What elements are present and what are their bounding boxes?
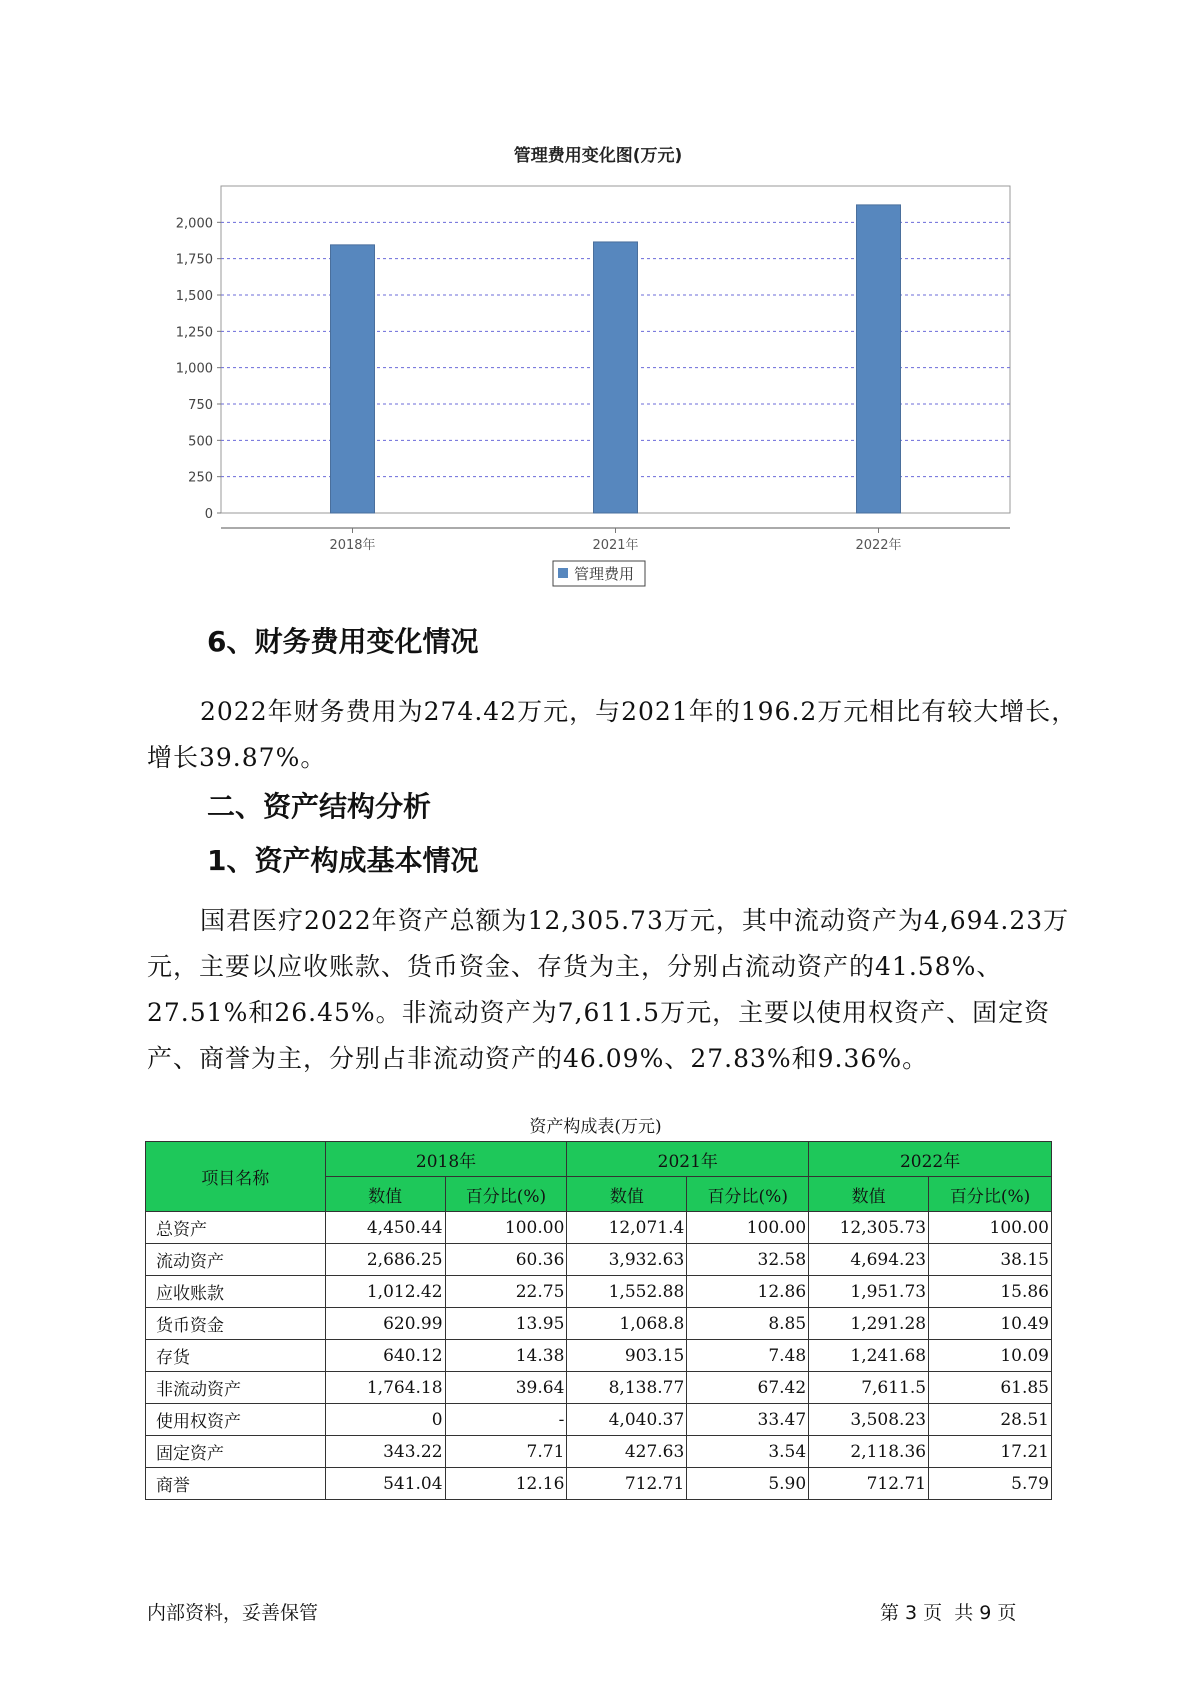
percent-cell: 39.64 xyxy=(445,1372,567,1404)
percent-cell: 61.85 xyxy=(929,1372,1052,1404)
value-cell: 12,071.4 xyxy=(567,1212,687,1244)
percent-cell: 5.90 xyxy=(687,1468,809,1500)
subheader-value: 数值 xyxy=(567,1177,687,1212)
table-row xyxy=(146,1436,1052,1468)
y-tick-label: 500 xyxy=(188,434,213,450)
percent-cell: 10.49 xyxy=(929,1308,1052,1340)
percent-cell: 100.00 xyxy=(929,1212,1052,1244)
percent-cell: 100.00 xyxy=(445,1212,567,1244)
chart-legend xyxy=(553,561,645,586)
percent-cell: - xyxy=(445,1404,567,1436)
value-cell: 712.71 xyxy=(809,1468,929,1500)
table-row xyxy=(146,1340,1052,1372)
percent-cell: 8.85 xyxy=(687,1308,809,1340)
percent-cell: 12.16 xyxy=(445,1468,567,1500)
value-cell: 343.22 xyxy=(325,1436,445,1468)
value-cell: 427.63 xyxy=(567,1436,687,1468)
y-tick-label: 750 xyxy=(188,398,213,413)
percent-cell: 100.00 xyxy=(687,1212,809,1244)
y-tick-label: 1,250 xyxy=(175,325,213,341)
section6-paragraph: 2022年财务费用为274.42万元，与2021年的196.2万元相比有较大增长，增长39.87%。 xyxy=(147,697,1078,772)
table-row xyxy=(146,1212,1052,1244)
percent-cell: 28.51 xyxy=(929,1404,1052,1436)
value-cell: 1,068.8 xyxy=(567,1308,687,1340)
value-cell: 0 xyxy=(325,1404,445,1436)
table-row xyxy=(146,1244,1052,1276)
header-year-2022: 2022年 xyxy=(809,1142,1052,1177)
percent-cell: 3.54 xyxy=(687,1436,809,1468)
section2-1-heading: 1、资产构成基本情况 xyxy=(207,844,479,877)
section2-heading: 二、资产结构分析 xyxy=(207,790,432,823)
percent-cell: 17.21 xyxy=(929,1436,1052,1468)
legend-label: 管理费用 xyxy=(574,565,635,583)
table-row xyxy=(146,1404,1052,1436)
row-label: 货币资金 xyxy=(146,1308,326,1340)
value-cell: 1,951.73 xyxy=(809,1276,929,1308)
y-tick-label: 1,000 xyxy=(175,361,213,377)
row-label: 使用权资产 xyxy=(146,1404,326,1436)
subheader-value: 数值 xyxy=(809,1177,929,1212)
percent-cell: 14.38 xyxy=(445,1340,567,1372)
x-tick-label: 2021年 xyxy=(592,538,639,553)
percent-cell: 7.71 xyxy=(445,1436,567,1468)
subheader-percent: 百分比(%) xyxy=(445,1177,567,1212)
value-cell: 620.99 xyxy=(325,1308,445,1340)
x-tick-label: 2018年 xyxy=(329,538,376,553)
row-label: 商誉 xyxy=(146,1468,326,1500)
y-tick-label: 1,750 xyxy=(175,252,213,268)
legend-swatch xyxy=(558,568,568,578)
percent-cell: 7.48 xyxy=(687,1340,809,1372)
x-tick-label: 2022年 xyxy=(855,538,902,553)
value-cell: 8,138.77 xyxy=(567,1372,687,1404)
percent-cell: 67.42 xyxy=(687,1372,809,1404)
subheader-percent: 百分比(%) xyxy=(687,1177,809,1212)
row-label: 固定资产 xyxy=(146,1436,326,1468)
subheader-percent: 百分比(%) xyxy=(929,1177,1052,1212)
percent-cell: 22.75 xyxy=(445,1276,567,1308)
footer-page-number: 第 3 页 共 9 页 xyxy=(880,1602,1017,1624)
header-item-name: 项目名称 xyxy=(146,1142,326,1212)
bar-2022年 xyxy=(857,205,901,513)
y-tick-label: 250 xyxy=(188,470,213,486)
y-tick-label: 2,000 xyxy=(175,216,213,232)
value-cell: 903.15 xyxy=(567,1340,687,1372)
value-cell: 1,012.42 xyxy=(325,1276,445,1308)
table-row xyxy=(146,1468,1052,1500)
header-year-2018: 2018年 xyxy=(325,1142,567,1177)
value-cell: 7,611.5 xyxy=(809,1372,929,1404)
value-cell: 712.71 xyxy=(567,1468,687,1500)
value-cell: 2,118.36 xyxy=(809,1436,929,1468)
percent-cell: 13.95 xyxy=(445,1308,567,1340)
percent-cell: 38.15 xyxy=(929,1244,1052,1276)
value-cell: 3,932.63 xyxy=(567,1244,687,1276)
subheader-value: 数值 xyxy=(325,1177,445,1212)
table-row xyxy=(146,1276,1052,1308)
value-cell: 1,552.88 xyxy=(567,1276,687,1308)
percent-cell: 5.79 xyxy=(929,1468,1052,1500)
table-caption: 资产构成表(万元) xyxy=(529,1117,662,1137)
percent-cell: 60.36 xyxy=(445,1244,567,1276)
percent-cell: 33.47 xyxy=(687,1404,809,1436)
y-tick-label: 0 xyxy=(204,507,213,522)
value-cell: 12,305.73 xyxy=(809,1212,929,1244)
expense-bar-chart xyxy=(0,0,1191,600)
row-label: 非流动资产 xyxy=(146,1372,326,1404)
row-label: 存货 xyxy=(146,1340,326,1372)
value-cell: 541.04 xyxy=(325,1468,445,1500)
value-cell: 2,686.25 xyxy=(325,1244,445,1276)
value-cell: 1,241.68 xyxy=(809,1340,929,1372)
row-label: 应收账款 xyxy=(146,1276,326,1308)
y-tick-label: 1,500 xyxy=(175,289,213,304)
value-cell: 4,040.37 xyxy=(567,1404,687,1436)
value-cell: 1,764.18 xyxy=(325,1372,445,1404)
header-year-2021: 2021年 xyxy=(567,1142,809,1177)
value-cell: 1,291.28 xyxy=(809,1308,929,1340)
section6-heading: 6、财务费用变化情况 xyxy=(207,625,479,658)
percent-cell: 10.09 xyxy=(929,1340,1052,1372)
bar-2018年 xyxy=(331,245,375,513)
percent-cell: 15.86 xyxy=(929,1276,1052,1308)
table-row xyxy=(146,1308,1052,1340)
value-cell: 4,694.23 xyxy=(809,1244,929,1276)
percent-cell: 32.58 xyxy=(687,1244,809,1276)
section2-1-paragraph: 国君医疗2022年资产总额为12,305.73万元，其中流动资产为4,694.23万元，主要以应收账款、货币资金、存货为主，分别占流动资产的41.58%、27.51%和26.45%。非流动资产为7,611.5万元，主要以使用权资产、固定资产、商誉为主，分别占非流动资产的46.09%、27.83%和9.36%。 xyxy=(147,906,1070,1073)
value-cell: 640.12 xyxy=(325,1340,445,1372)
footer-confidential: 内部资料，妥善保管 xyxy=(147,1602,319,1624)
row-label: 总资产 xyxy=(146,1212,326,1244)
chart-title: 管理费用变化图(万元) xyxy=(513,146,683,166)
row-label: 流动资产 xyxy=(146,1244,326,1276)
value-cell: 3,508.23 xyxy=(809,1404,929,1436)
asset-structure-table xyxy=(145,1141,1052,1500)
value-cell: 4,450.44 xyxy=(325,1212,445,1244)
percent-cell: 12.86 xyxy=(687,1276,809,1308)
table-row xyxy=(146,1372,1052,1404)
bar-2021年 xyxy=(594,242,638,513)
